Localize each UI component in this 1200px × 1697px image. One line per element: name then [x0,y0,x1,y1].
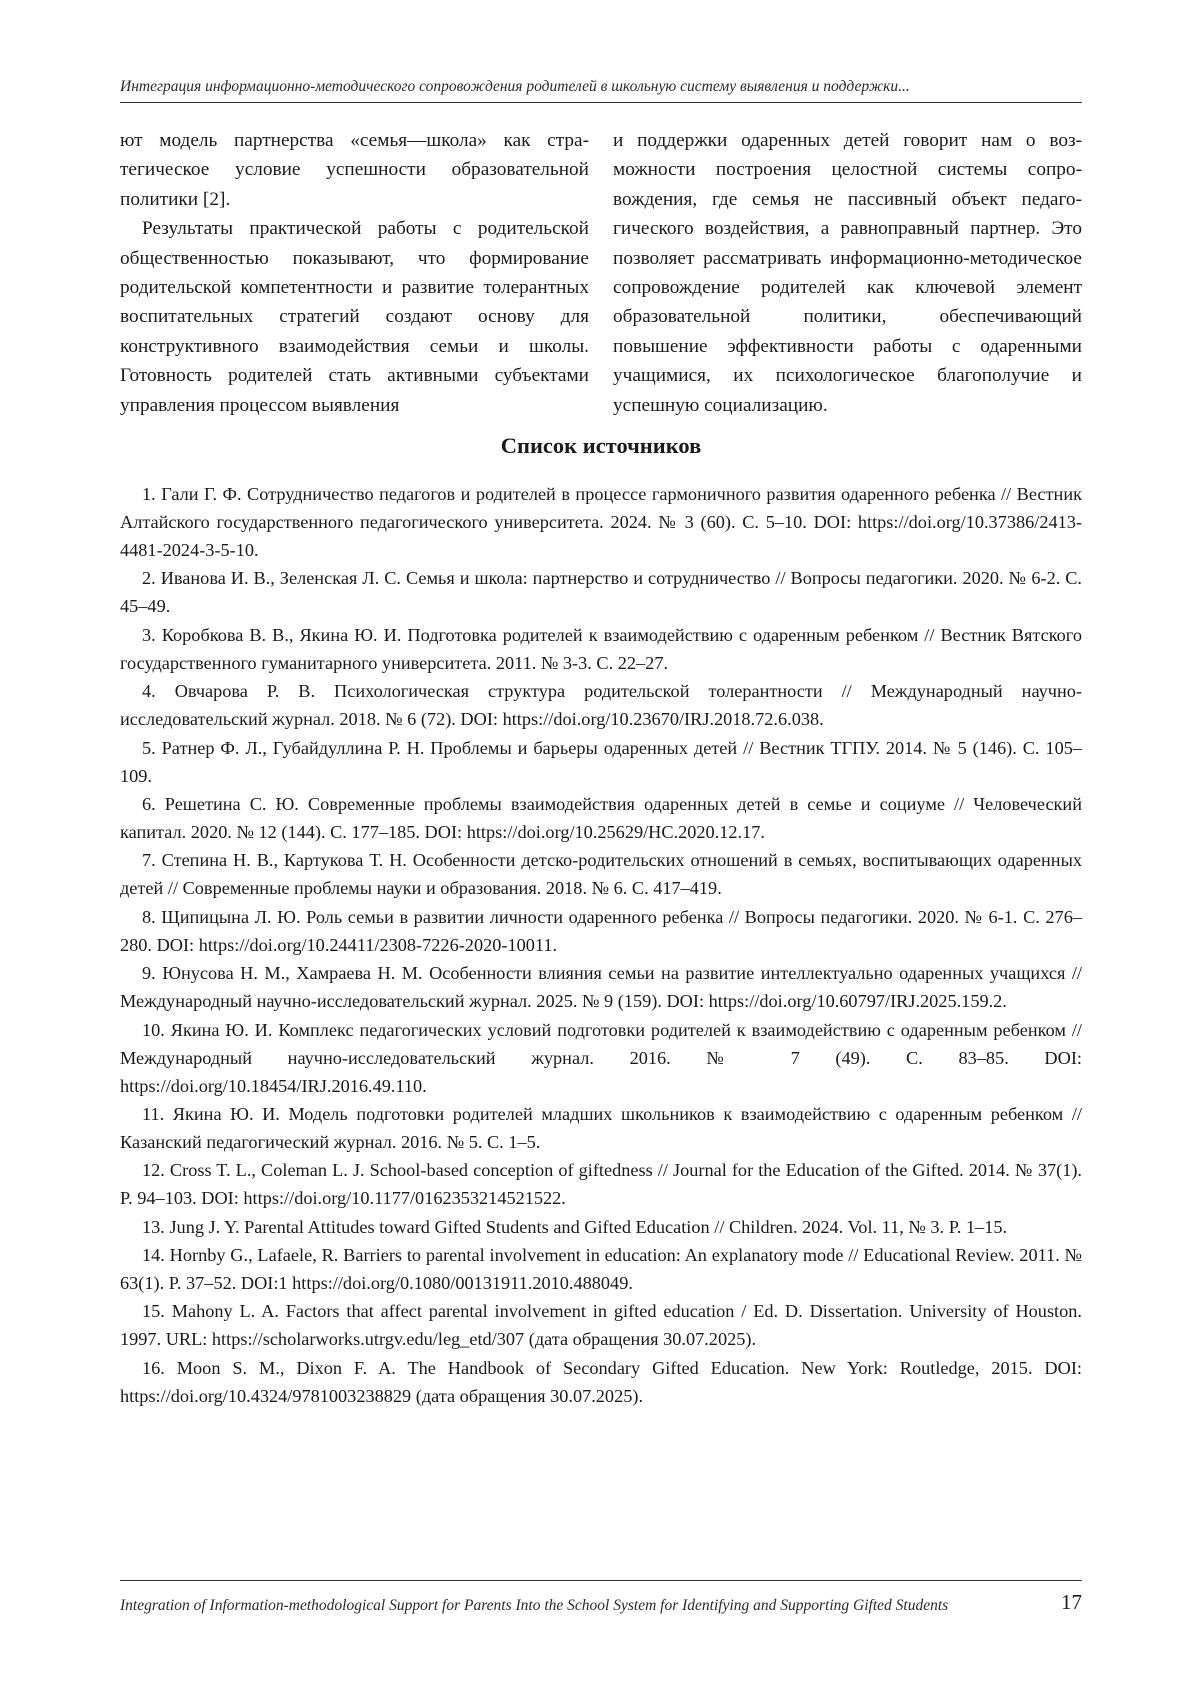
reference-text: Степина Н. В., Картукова Т. Н. Особенности детско-родительских отношений в семьях, воспитывающих одаренных детей // Современные проблемы науки и образования. 2018. № 6. С. 417–419. [120,850,1083,899]
reference-item [120,621,1082,677]
reference-item [120,903,1082,959]
reference-text: Гали Г. Ф. Сотрудничество педагогов и родителей в процессе гармоничного развития одаренного ребенка // Вестник Алтайского государственного педагогического университета. 2024. № 3 (60). С. 5–10. DOI: https://doi.org/10.37386/2413-4481-2024-3-5-10. [120,484,1082,560]
reference-item [120,1156,1082,1212]
paragraph: и поддержки одаренных детей говорит нам о возможности построения целостной системы сопровождения, где семья не пассивный объект педагогического воздействия, а равноправный партнер. Это позволяет рассматривать информационно-методическое сопровождение родителей как ключевой элемент образовательной политики, обеспечивающий повышение эффективности работы с одаренными учащимися, их психологическое благополучие и успешную социализацию. [613,130,1082,416]
article-body [120,126,1082,420]
reference-number: 7. [142,850,156,871]
running-foot: Integration of Information-methodological Support for Parents Into the School System for Identifying and Supporting Gifted Students [120,1597,949,1614]
reference-number: 12. [142,1160,165,1181]
reference-item [120,846,1082,902]
reference-number: 1. [142,484,156,504]
reference-text: Овчарова Р. В. Психологическая структура родительской толерантности // Международный научно-исследовательский журнал. 2018. № 6 (72). DOI: https://doi.org/10.23670/IRJ.2018.72.6.038. [120,681,1082,730]
reference-number: 3. [142,624,156,645]
reference-item [120,564,1082,620]
reference-number: 15. [142,1301,165,1322]
reference-number: 10. [142,1019,165,1040]
reference-text: Hornby G., Lafaele, R. Barriers to parental involvement in education: An explanatory mode // Educational Review. 2011. № 63(1). P. 37–52. DOI:1 https://doi.org/0.1080/00131911.2010.488049. [120,1245,1082,1294]
reference-item [120,1241,1082,1297]
reference-number: 6. [142,793,156,814]
reference-item [120,1213,1082,1241]
reference-text: Юнусова Н. М., Хамраева Н. М. Особенности влияния семьи на развитие интеллектуально одаренных учащихся // Международный научно-исследовательский журнал. 2025. № 9 (159). DOI: https://doi.org/10.60797/IRJ.2025.159.2. [120,963,1082,1012]
footer-divider [120,1580,1082,1581]
reference-item [120,959,1082,1015]
reference-number: 14. [142,1245,165,1266]
reference-item [120,790,1082,846]
reference-text: Якина Ю. И. Комплекс педагогических условий подготовки родителей к взаимодействию с одаренным ребенком // Международный научно-исследовательский журнал. 2016. № 7 (49). С. 83–85. DOI: https://doi.org/10.18454/IRJ.2016.49.110. [120,1019,1082,1096]
page-number: 17 [1061,1590,1082,1614]
reference-text: Mahony L. A. Factors that affect parental involvement in gifted education / Ed. D. Dissertation. University of Houston. 1997. URL: https://scholarworks.utrgv.edu/leg_etd/307 (дата обращения 30.07.2025). [120,1301,1082,1350]
running-head: Интеграция информационно-методического сопровождения родителей в школьную систему выявления и поддержки... [120,78,1082,103]
reference-number: 9. [142,963,156,984]
reference-item [120,1100,1082,1156]
reference-text: Ратнер Ф. Л., Губайдуллина Р. Н. Проблемы и барьеры одаренных детей // Вестник ТГПУ. 2014. № 5 (146). С. 105–109. [120,737,1082,786]
reference-text: Jung J. Y. Parental Attitudes toward Gifted Students and Gifted Education // Children. 2024. Vol. 11, № 3. P. 1–15. [169,1216,1008,1237]
left-column [120,126,589,420]
reference-item [120,1016,1082,1100]
reference-number: 11. [142,1103,165,1124]
reference-text: Щипицына Л. Ю. Роль семьи в развитии личности одаренного ребенка // Вопросы педагогики. 2020. № 6-1. С. 276–280. DOI: https://doi.org/10.24411/2308-7226-2020-10011. [120,906,1082,955]
reference-number: 8. [142,906,156,927]
reference-number: 16. [142,1357,165,1378]
reference-item [120,734,1082,790]
references-heading: Список источников [500,433,702,458]
reference-text: Cross T. L., Coleman L. J. School-based conception of giftedness // Journal for the Education of the Gifted. 2014. № 37(1). P. 94–103. DOI: https://doi.org/10.1177/0162353214521522. [120,1160,1082,1209]
reference-item [120,480,1082,564]
paragraph: Результаты практической работы с родительской общественностью показывают, что формирование родительской компетентности и развитие толерантных воспитательных стратегий создают основу для конструктивного взаимодействия семьи и школы. Готовность родителей стать активными субъектами управления процессом выявления [120,218,589,416]
reference-item [120,677,1082,733]
references-list [120,480,1082,1410]
reference-number: 5. [142,737,156,758]
reference-item [120,1297,1082,1353]
reference-text: Якина Ю. И. Модель подготовки родителей младших школьников к взаимодействию с одаренным ребенком // Казанский педагогический журнал. 2016. № 5. С. 1–5. [120,1103,1083,1152]
reference-text: Moon S. M., Dixon F. A. The Handbook of Secondary Gifted Education. New York: Routledge, 2015. DOI: https://doi.org/10.4324/9781003238829 (дата обращения 30.07.2025). [120,1357,1083,1406]
reference-item [120,1354,1082,1410]
right-column [613,126,1082,420]
reference-number: 13. [142,1216,165,1237]
reference-text: Коробкова В. В., Якина Ю. И. Подготовка родителей к взаимодействию с одаренным ребенком // Вестник Вятского государственного гуманитарного университета. 2011. № 3-3. С. 22–27. [120,624,1082,673]
paragraph: ют модель партнерства «семья—школа» как стратегическое условие успешности образовательной политики [2]. [120,130,589,210]
reference-text: Иванова И. В., Зеленская Л. С. Семья и школа: партнерство и сотрудничество // Вопросы педагогики. 2020. № 6-2. С. 45–49. [120,568,1082,617]
reference-number: 2. [142,568,156,589]
reference-number: 4. [142,681,156,702]
reference-text: Решетина С. Ю. Современные проблемы взаимодействия одаренных детей в семье и социуме // Человеческий капитал. 2020. № 12 (144). С. 177–185. DOI: https://doi.org/10.25629/HC.2020.12.17. [120,793,1083,842]
